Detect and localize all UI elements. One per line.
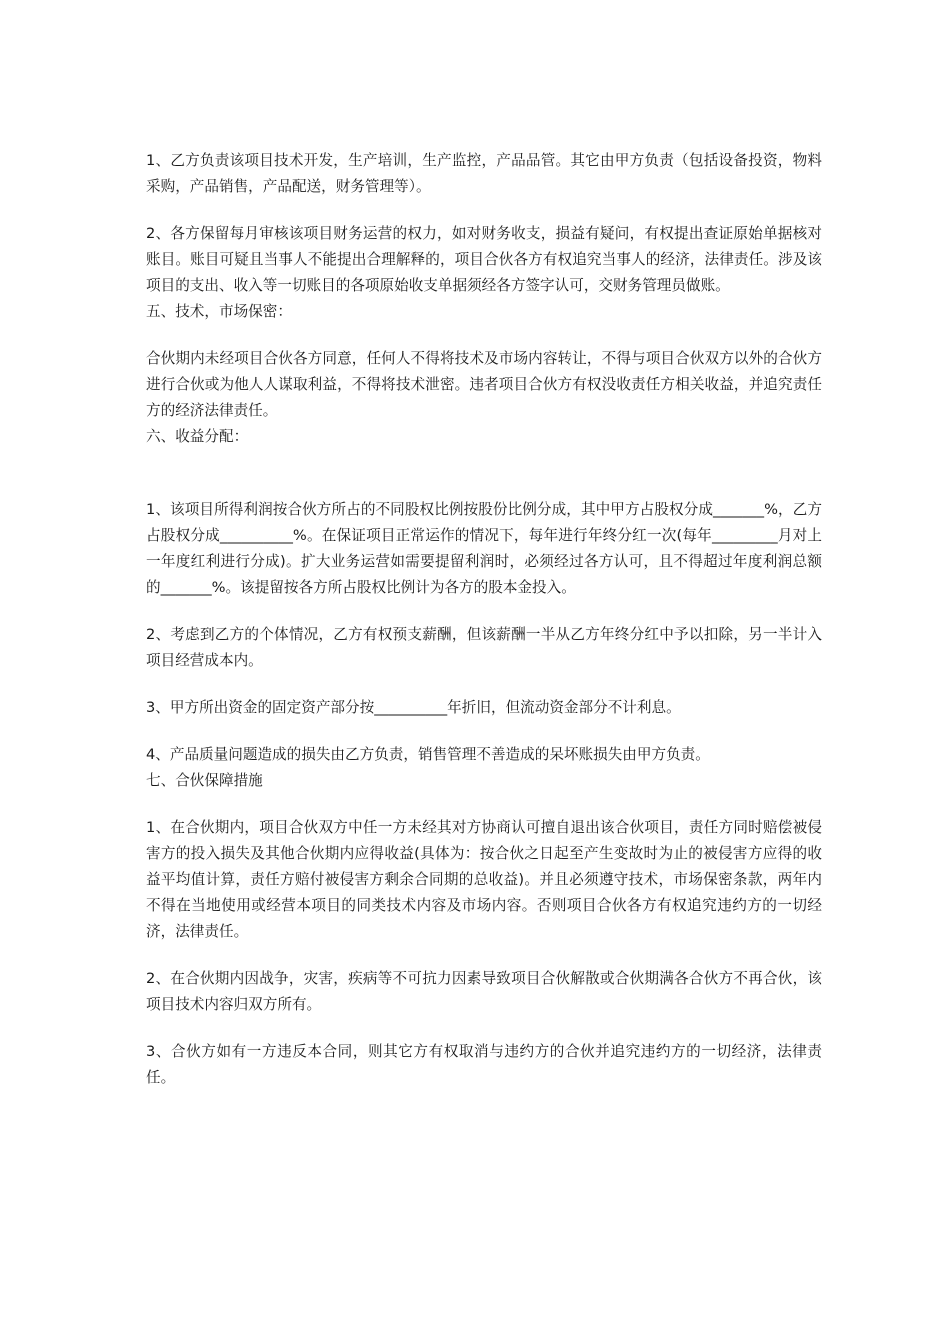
clause-force-majeure: 2、在合伙期内因战争，灾害，疾病等不可抗力因素导致项目合伙解散或合伙期满各合伙方不再合伙，该项目技术内容归双方所有。 — [146, 970, 822, 1013]
section-heading-profit-distribution: 六、收益分配： — [146, 428, 249, 445]
clause-depreciation: 3、甲方所出资金的固定资产部分按__________年折旧，但流动资金部分不计利息。 — [146, 699, 681, 716]
document-body — [146, 148, 822, 1091]
clause-withdrawal: 1、在合伙期内，项目合伙双方中任一方未经其对方协商认可擅自退出该合伙项目，责任方同时赔偿被侵害方的投入损失及其他合伙期内应得收益(具体为：按合伙之日起至产生变故时为止的被侵害方应得的收益平均值计算，责任方赔付被侵害方剩余合同期的总收益)。并且必须遵守技术，市场保密条款，两年内不得在当地使用或经营本项目的同类技术内容及市场内容。否则项目合伙各方有权追究违约方的一切经济，法律责任。 — [146, 819, 822, 940]
clause-breach: 3、合伙方如有一方违反本合同，则其它方有权取消与违约方的合伙并追究违约方的一切经济，法律责任。 — [146, 1043, 822, 1086]
clause-loss-liability: 4、产品质量问题造成的损失由乙方负责，销售管理不善造成的呆坏账损失由甲方负责。 — [146, 746, 710, 763]
clause-financial-audit: 2、各方保留每月审核该项目财务运营的权力，如对财务收支，损益有疑问，有权提出查证原始单据核对账目。账目可疑且当事人不能提出合理解释的，项目合伙各方有权追究当事人的经济，法律责任。涉及该项目的支出、收入等一切账目的各项原始收支单据须经各方签字认可，交财务管理员做账。 — [146, 225, 822, 294]
clause-profit-share: 1、该项目所得利润按合伙方所占的不同股权比例按股份比例分成，其中甲方占股权分成_______%，乙方占股权分成__________%。在保证项目正常运作的情况下，每年进行年终分红一次(每年_________月对上一年度红利进行分成)。扩大业务运营如需要提留利润时，必须经过各方认可，且不得超过年度利润总额的_______%。该提留按各方所占股权比例计为各方的股本金投入。 — [146, 501, 822, 596]
clause-confidentiality: 合伙期内未经项目合伙各方同意，任何人不得将技术及市场内容转让，不得与项目合伙双方以外的合伙方进行合伙或为他人人谋取利益，不得将技术泄密。违者项目合伙方有权没收责任方相关收益，并追究责任方的经济法律责任。 — [146, 350, 822, 419]
section-heading-safeguards: 七、合伙保障措施 — [146, 772, 263, 789]
clause-responsibility: 1、乙方负责该项目技术开发，生产培训，生产监控，产品品管。其它由甲方负责（包括设备投资，物料采购，产品销售，产品配送，财务管理等）。 — [146, 152, 822, 195]
clause-salary-advance: 2、考虑到乙方的个体情况，乙方有权预支薪酬，但该薪酬一半从乙方年终分红中予以扣除，另一半计入项目经营成本内。 — [146, 626, 822, 669]
section-heading-confidentiality: 五、技术，市场保密： — [146, 303, 292, 320]
